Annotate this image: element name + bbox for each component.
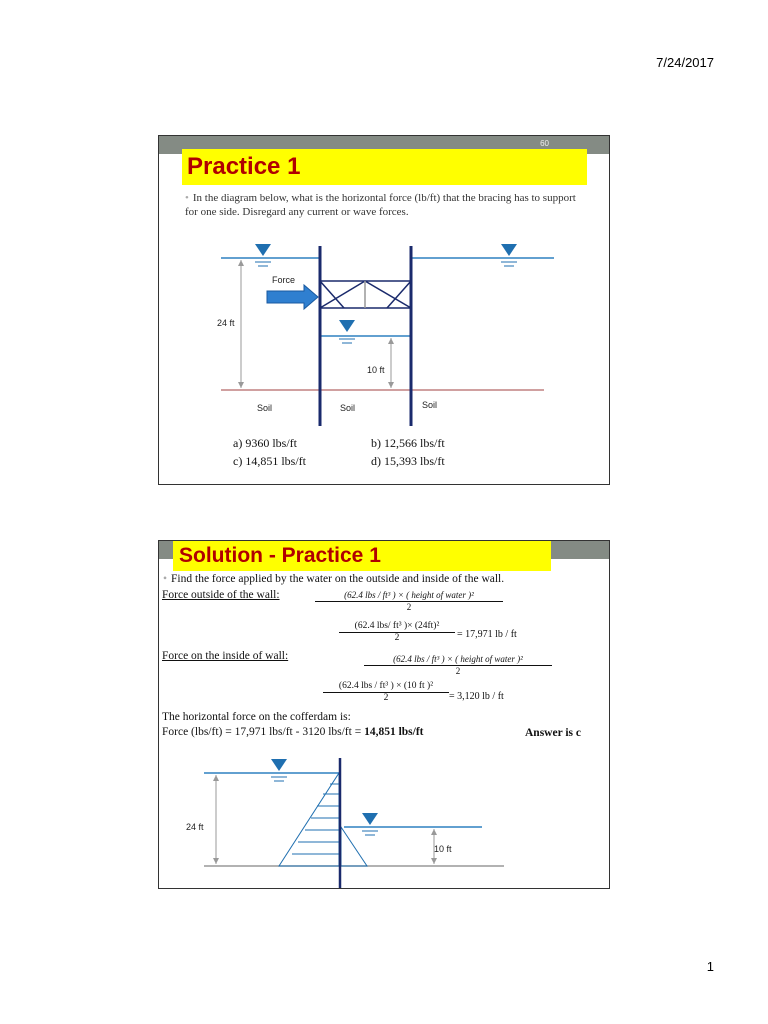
- force-line-body: Force (lbs/ft) = 17,971 lbs/ft - 3120 lbs/ft =: [162, 726, 365, 738]
- inside-calc-denominator: 2: [383, 693, 389, 703]
- bullet-icon: •: [185, 192, 189, 204]
- force-result: 14,851 lbs/ft: [364, 726, 424, 738]
- outside-calc-numerator: (62.4 lbs/ ft³ )× (24ft)²: [339, 621, 455, 633]
- inside-formula: [364, 654, 552, 676]
- outside-calc-denominator: 2: [394, 633, 400, 643]
- soil-right-label: Soil: [422, 400, 438, 410]
- slide-title: Solution - Practice 1: [173, 541, 551, 571]
- question-body: In the diagram below, what is the horizontal force (lb/ft) that the bracing has to support for one side. Disregard any current or wave forces.: [185, 192, 576, 218]
- water-level-icon-right: [501, 244, 517, 266]
- outside-formula-denominator: 2: [406, 602, 412, 612]
- horizontal-force-text: The horizontal force on the cofferdam is:: [162, 711, 351, 723]
- outside-formula: [315, 590, 503, 612]
- inside-pressure-triangle: [341, 827, 367, 866]
- intro-body: Find the force applied by the water on the outside and inside of the wall.: [171, 573, 505, 585]
- answer-b: b) 12,566 lbs/ft: [371, 436, 445, 450]
- soil-middle-label: Soil: [340, 403, 356, 413]
- answer-c: c) 14,851 lbs/ft: [233, 454, 306, 468]
- inside-label: Force on the inside of wall:: [162, 650, 289, 662]
- outside-formula-numerator: (62.4 lbs / ft³ ) × ( height of water )²: [315, 590, 503, 602]
- outside-calc: [339, 621, 455, 643]
- bracing-truss: [320, 281, 411, 308]
- inside-result: = 3,120 lb / ft: [449, 691, 504, 702]
- outside-result: = 17,971 lb / ft: [457, 629, 517, 640]
- inside-formula-numerator: (62.4 lbs / ft³ ) × ( height of water )²: [364, 654, 552, 666]
- force-label: Force: [272, 275, 296, 285]
- question-text: [185, 191, 585, 219]
- height-24-label: 24 ft: [186, 822, 204, 832]
- slide-title: Practice 1: [182, 149, 587, 185]
- water-level-icon-inside: [362, 813, 378, 835]
- pressure-diagram: [159, 748, 609, 888]
- page-date: 7/24/2017: [656, 55, 714, 70]
- outside-pressure-triangle: [279, 773, 339, 866]
- force-arrow-icon: [267, 285, 318, 309]
- outside-label: Force outside of the wall:: [162, 589, 280, 601]
- page-number: 1: [706, 959, 714, 974]
- inside-calc-numerator: (62.4 lbs / ft³ ) × (10 ft )²: [323, 681, 449, 693]
- water-level-icon-inside: [339, 320, 355, 343]
- answer-a: a) 9360 lbs/ft: [233, 436, 297, 450]
- answer-d: d) 15,393 lbs/ft: [371, 454, 445, 468]
- water-level-icon-outside: [271, 759, 287, 781]
- cofferdam-diagram: [159, 236, 609, 436]
- intro-text: [163, 573, 504, 585]
- force-line: [162, 726, 424, 738]
- answer-text: Answer is c: [525, 727, 582, 739]
- soil-left-label: Soil: [257, 403, 273, 413]
- height-10-label: 10 ft: [434, 844, 452, 854]
- inside-calc: [323, 681, 449, 703]
- height-24-label: 24 ft: [217, 318, 235, 328]
- slide-solution-practice-1: [158, 540, 610, 889]
- slide-number: 60: [540, 139, 549, 148]
- slide-practice-1: [158, 135, 610, 485]
- height-10-label: 10 ft: [367, 365, 385, 375]
- bullet-icon: •: [163, 573, 168, 585]
- inside-formula-denominator: 2: [455, 666, 461, 676]
- water-level-icon-left: [255, 244, 271, 266]
